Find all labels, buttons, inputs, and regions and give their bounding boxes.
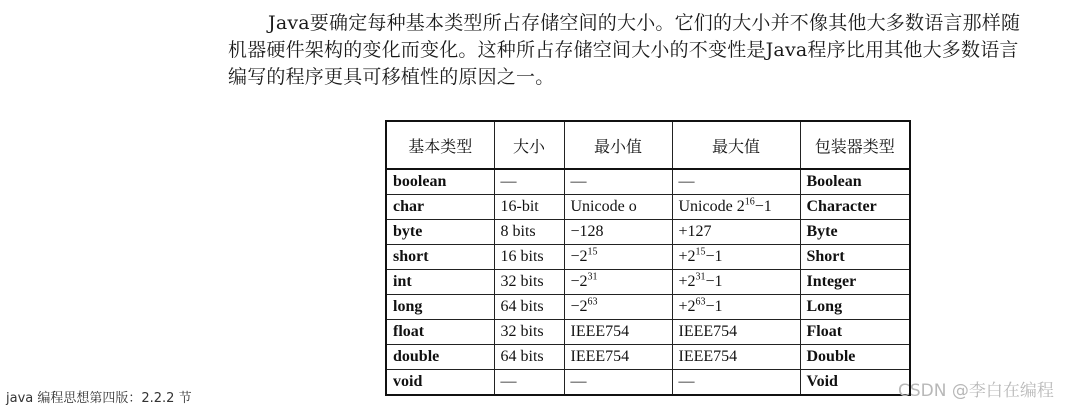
cell-max: IEEE754 <box>672 345 800 370</box>
intro-paragraph <box>228 10 1078 91</box>
table-row <box>386 270 910 295</box>
value-base: −2 <box>570 248 588 265</box>
cell-type: byte <box>386 220 494 245</box>
cell-type: boolean <box>386 169 494 195</box>
paragraph-line-2: 机器硬件架构的变化而变化。这种所占存储空间大小的不变性是Java程序比用其他大多数语言 <box>228 39 1019 61</box>
value-base: Unicode 2 <box>678 198 745 215</box>
value-exponent: 31 <box>695 271 706 283</box>
cell-wrapper: Boolean <box>800 169 910 195</box>
cell-type: float <box>386 320 494 345</box>
cell-wrapper: Short <box>800 245 910 270</box>
value-base: +2 <box>678 248 696 265</box>
header-wrapper: 包装器类型 <box>800 121 910 169</box>
header-min: 最小值 <box>564 121 672 169</box>
cell-type: int <box>386 270 494 295</box>
paragraph-line-1: Java要确定每种基本类型所占存储空间的大小。它们的大小并不像其他大多数语言那样随 <box>268 12 1021 34</box>
cell-wrapper: Integer <box>800 270 910 295</box>
value-tail: −1 <box>754 198 772 215</box>
header-size: 大小 <box>494 121 564 169</box>
value-tail: −1 <box>705 248 723 265</box>
cell-wrapper: Float <box>800 320 910 345</box>
cell-max <box>672 270 800 295</box>
value-exponent: 63 <box>695 296 706 308</box>
cell-size: 16 bits <box>494 245 564 270</box>
value-base: −2 <box>570 298 588 315</box>
cell-wrapper: Long <box>800 295 910 320</box>
cell-max: — <box>672 169 800 195</box>
cell-size: 16-bit <box>494 195 564 220</box>
cell-min: — <box>564 169 672 195</box>
cell-size: 32 bits <box>494 270 564 295</box>
watermark: CSDN @李白在编程 <box>898 381 1054 401</box>
cell-size: 64 bits <box>494 345 564 370</box>
cell-size: — <box>494 169 564 195</box>
cell-wrapper: Byte <box>800 220 910 245</box>
cell-max <box>672 195 800 220</box>
cell-wrapper: Character <box>800 195 910 220</box>
header-max: 最大值 <box>672 121 800 169</box>
cell-type: char <box>386 195 494 220</box>
value-exponent: 15 <box>695 246 706 258</box>
cell-min: Unicode o <box>564 195 672 220</box>
value-exponent: 31 <box>587 271 598 283</box>
cell-min <box>564 270 672 295</box>
value-base: −2 <box>570 273 588 290</box>
value-exponent: 15 <box>587 246 598 258</box>
cell-min <box>564 295 672 320</box>
header-type: 基本类型 <box>386 121 494 169</box>
cell-type: long <box>386 295 494 320</box>
table-body <box>386 169 910 395</box>
cell-size: 8 bits <box>494 220 564 245</box>
table-row <box>386 320 910 345</box>
table-row <box>386 295 910 320</box>
cell-size: 64 bits <box>494 295 564 320</box>
cell-size: 32 bits <box>494 320 564 345</box>
value-tail: −1 <box>705 273 723 290</box>
primitive-types-table <box>385 120 911 396</box>
value-base: +2 <box>678 298 696 315</box>
cell-type: double <box>386 345 494 370</box>
table-row <box>386 245 910 270</box>
table-row <box>386 345 910 370</box>
table-row <box>386 195 910 220</box>
cell-min: −128 <box>564 220 672 245</box>
cell-max <box>672 245 800 270</box>
cell-wrapper: Void <box>800 370 910 396</box>
cell-min: IEEE754 <box>564 345 672 370</box>
source-caption: java 编程思想第四版：2.2.2 节 <box>6 391 192 406</box>
cell-min: IEEE754 <box>564 320 672 345</box>
cell-type: short <box>386 245 494 270</box>
paragraph-line-3: 编写的程序更具可移植性的原因之一。 <box>228 66 555 88</box>
cell-size: — <box>494 370 564 396</box>
value-exponent: 63 <box>587 296 598 308</box>
value-exponent: 16 <box>744 196 755 208</box>
cell-max: — <box>672 370 800 396</box>
value-tail: −1 <box>705 298 723 315</box>
cell-max: +127 <box>672 220 800 245</box>
value-base: +2 <box>678 273 696 290</box>
cell-max <box>672 295 800 320</box>
table-row <box>386 220 910 245</box>
table-row <box>386 169 910 195</box>
cell-max: IEEE754 <box>672 320 800 345</box>
cell-min <box>564 245 672 270</box>
cell-min: — <box>564 370 672 396</box>
cell-type: void <box>386 370 494 396</box>
table-header-row <box>386 121 910 169</box>
cell-wrapper: Double <box>800 345 910 370</box>
table-row <box>386 370 910 396</box>
